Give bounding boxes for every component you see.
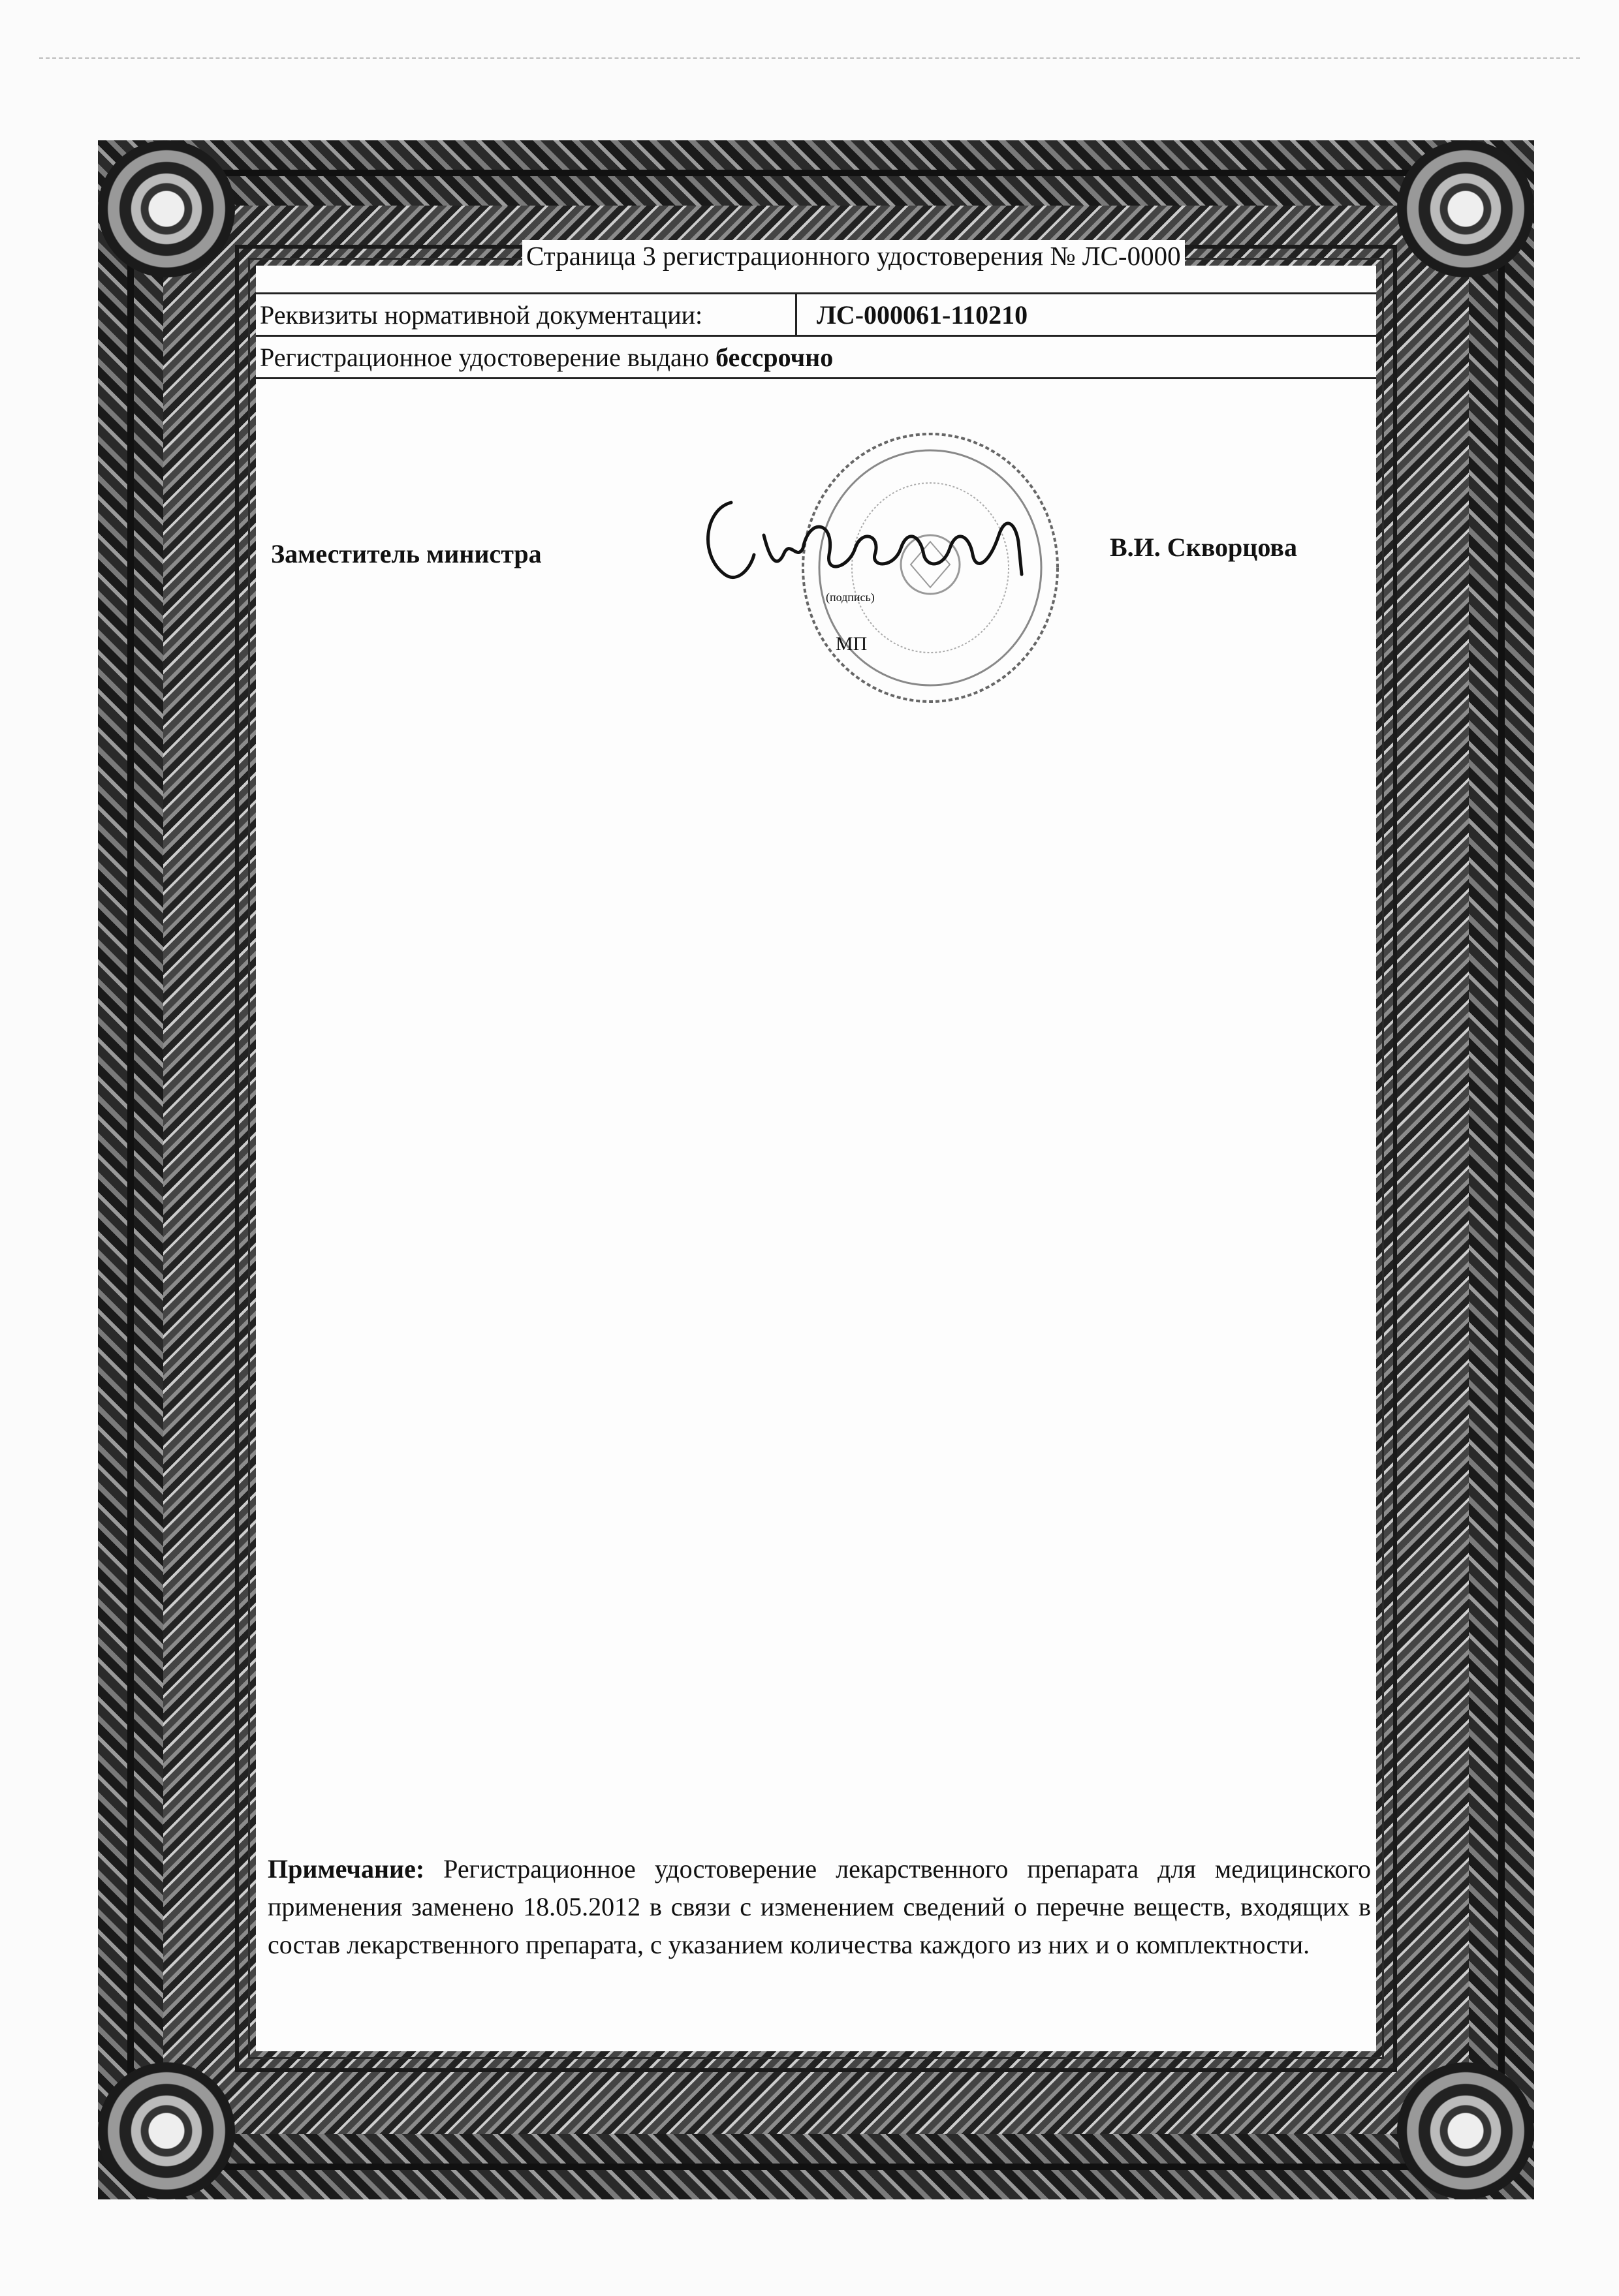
registration-number: ЛС-000061-110210 <box>817 300 1028 330</box>
signature-caption: (подпись) <box>826 591 875 604</box>
validity-value: бессрочно <box>715 342 834 372</box>
handwritten-signature <box>692 476 1058 607</box>
corner-rosette-icon <box>98 140 235 277</box>
page-header: Страница 3 регистрационного удостоверения № ЛС-0000 <box>522 240 1185 271</box>
table-row <box>256 335 1376 379</box>
row-label: Реквизиты нормативной документации: <box>256 294 797 335</box>
table-row <box>256 292 1376 335</box>
corner-rosette-icon <box>1397 140 1534 277</box>
note-text: Регистрационное удостоверение лекарственного препарата для медицинского применения заменено 18.05.2012 в связи с изменением сведений о перечне веществ, входящих в состав лекарственного препарата, с указанием количества каждого из них и о комплектности. <box>268 1854 1371 1959</box>
validity-text <box>256 342 833 373</box>
seal-mark: МП <box>836 633 868 655</box>
corner-rosette-icon <box>1397 2062 1534 2199</box>
validity-label: Регистрационное удостоверение выдано <box>260 342 716 372</box>
signatory-name: В.И. Скворцова <box>1110 533 1297 562</box>
requisites-table <box>256 292 1376 379</box>
note-paragraph <box>268 1850 1371 1964</box>
corner-rosette-icon <box>98 2062 235 2199</box>
scan-edge-line <box>39 57 1580 59</box>
note-label: Примечание: <box>268 1854 425 1884</box>
signatory-role: Заместитель министра <box>271 539 542 568</box>
